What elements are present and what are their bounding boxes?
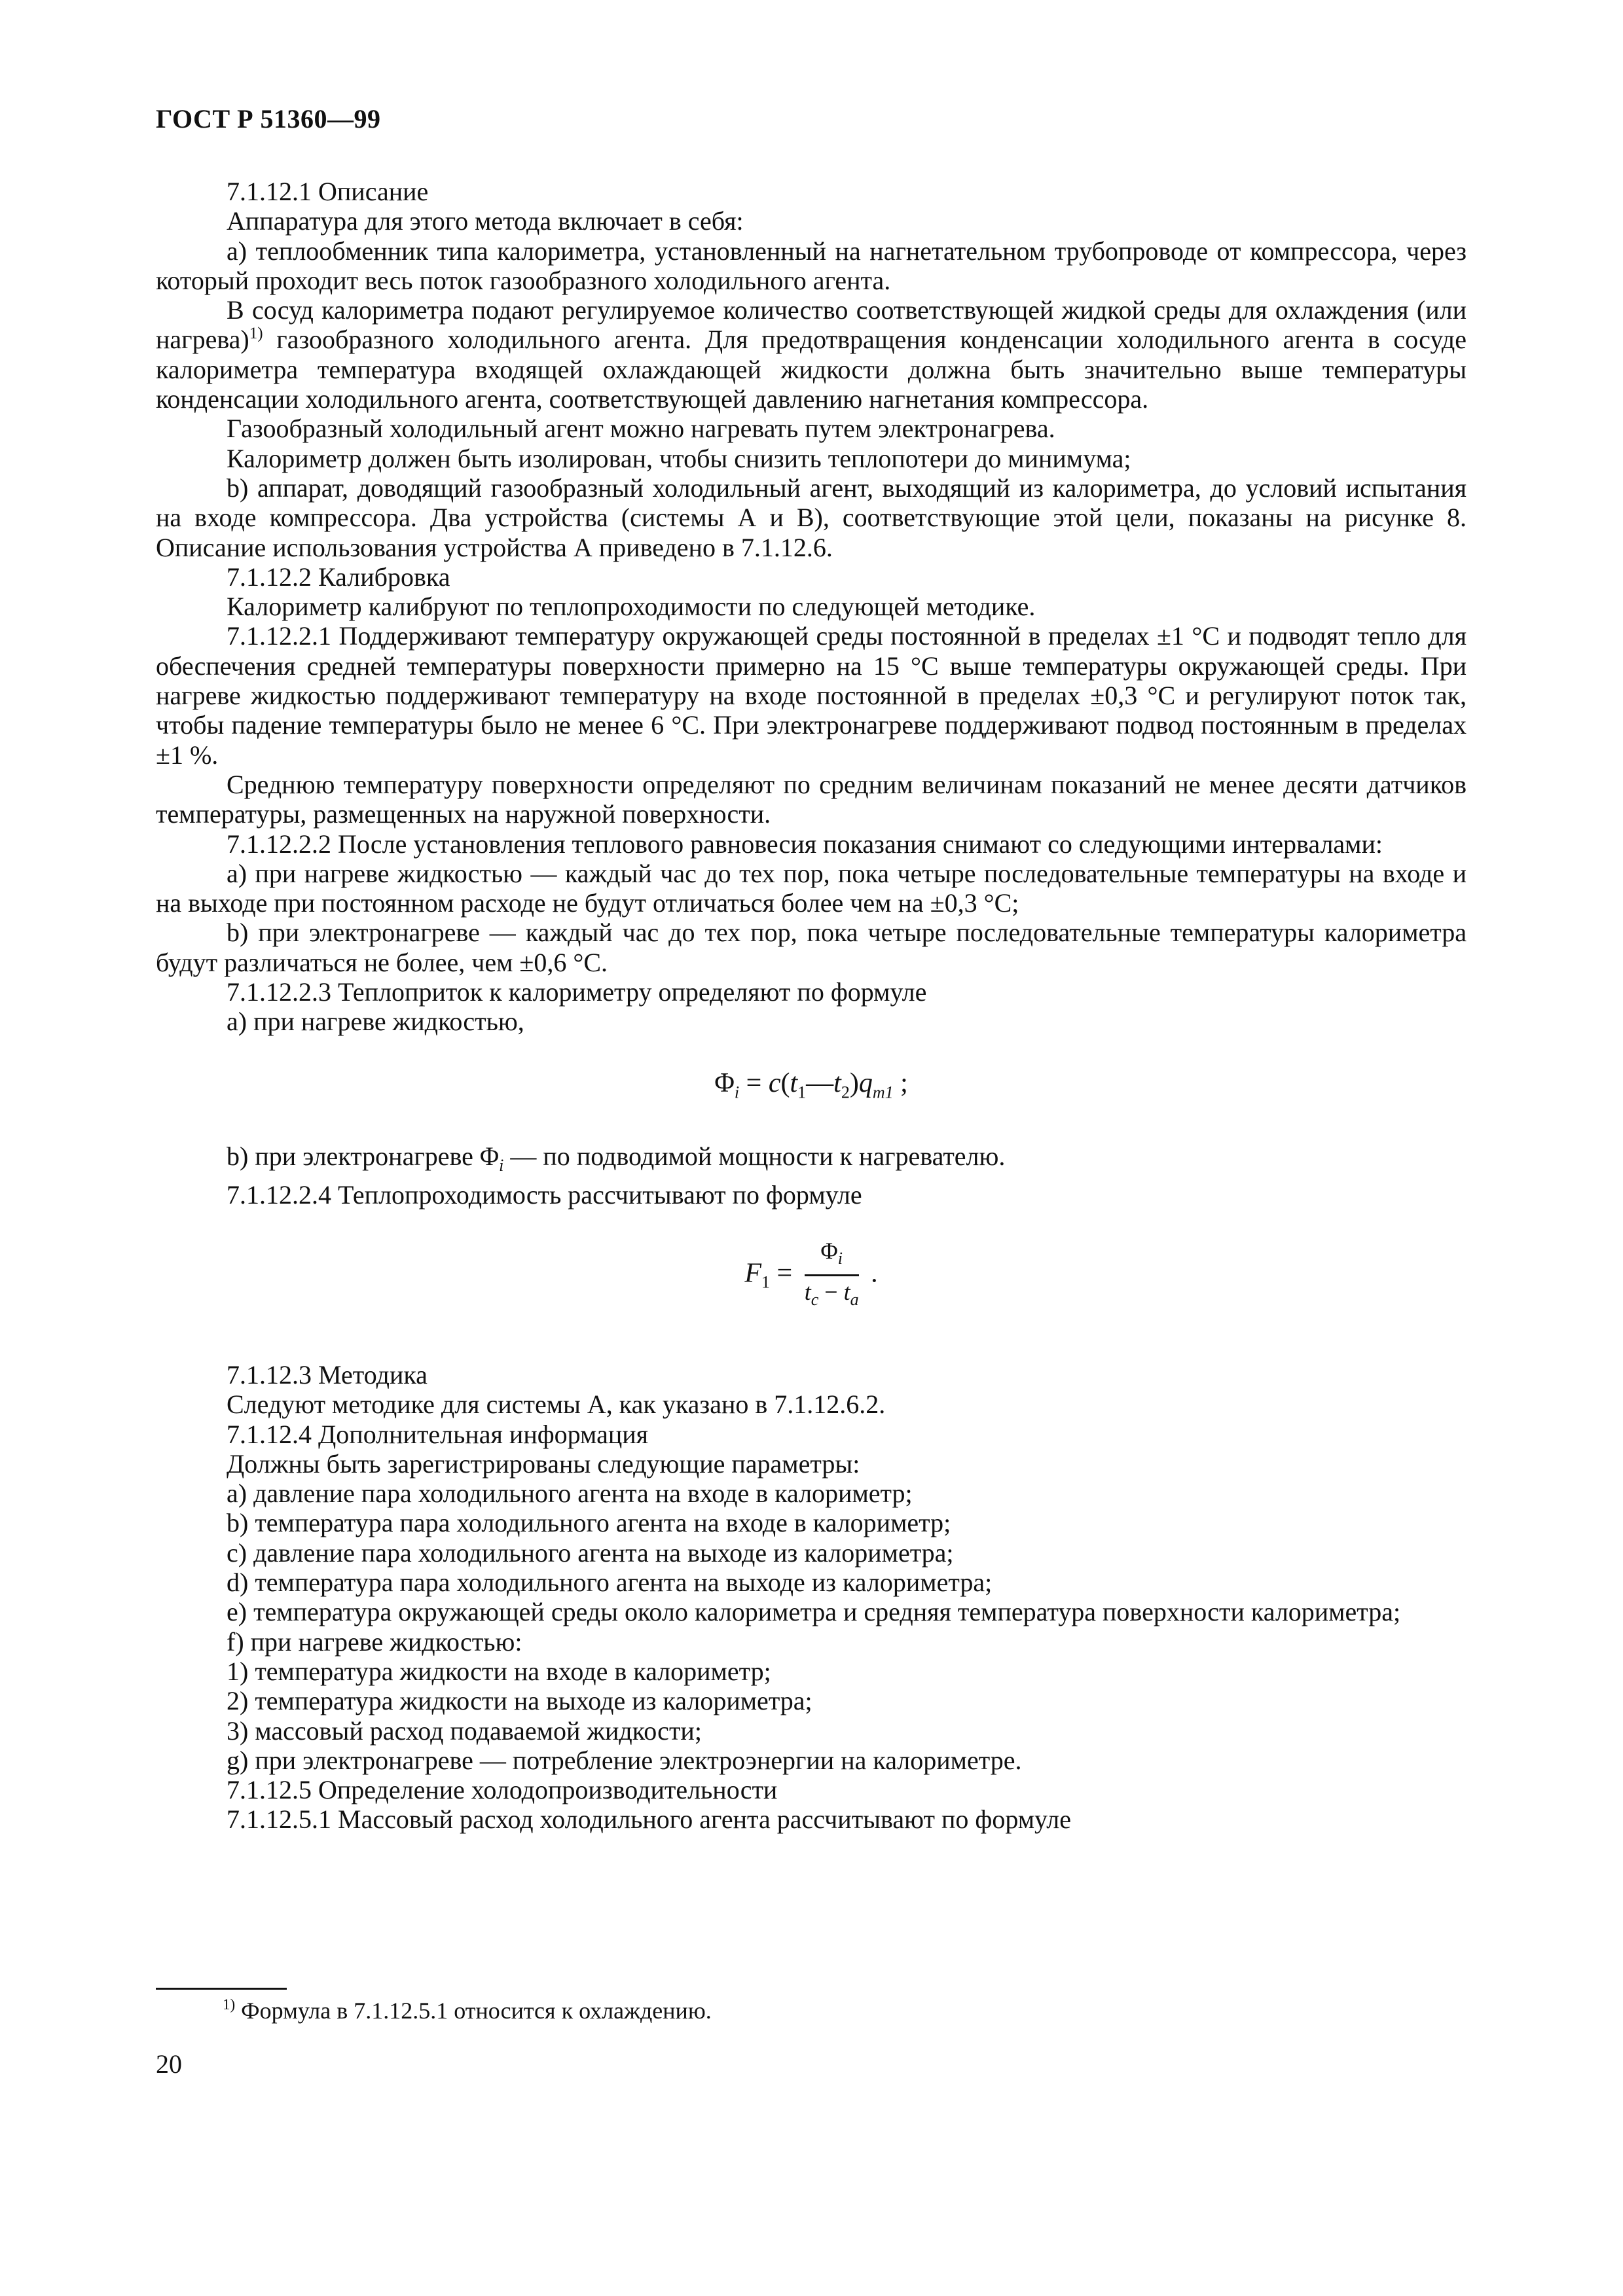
section-heading: 7.1.12.1 Описание bbox=[227, 177, 429, 206]
formula-operator: = bbox=[770, 1257, 799, 1288]
list-item: b) аппарат, доводящий газообразный холодильный агент, выходящий из калориметра, до условий испытания на входе компрессора. Два устройства (системы А и В), соответствующие этой цели, показаны на рисунке 8. Описание использования устройства А приведено в 7.1.12.6. bbox=[156, 473, 1467, 562]
footnote bbox=[223, 1996, 712, 2025]
list-item: 3) массовый расход подаваемой жидкости; bbox=[227, 1715, 702, 1746]
list-item: а) при нагреве жидкостью, bbox=[227, 1007, 524, 1037]
paragraph-text: b) при электронагреве Φ bbox=[227, 1141, 500, 1171]
formula-heat-permeability bbox=[156, 1236, 1467, 1314]
paragraph bbox=[156, 295, 1467, 414]
formula-symbol: Φ bbox=[714, 1067, 735, 1098]
paragraph: 7.1.12.2.4 Теплопроходимость рассчитывают по формуле bbox=[227, 1180, 862, 1210]
formula-symbol: Φ bbox=[820, 1237, 838, 1264]
formula-subscript: m1 bbox=[872, 1083, 894, 1102]
formula-symbol: t bbox=[833, 1067, 841, 1098]
list-item: а) давление пара холодильного агента на входе в калориметр; bbox=[227, 1479, 913, 1509]
paragraph-text: — по подводимой мощности к нагревателю. bbox=[503, 1141, 1006, 1171]
formula-symbol: t bbox=[804, 1278, 811, 1305]
footnote-text: Формула в 7.1.12.5.1 относится к охлаждению. bbox=[235, 1998, 712, 2024]
formula-subscript: i bbox=[837, 1248, 843, 1268]
paragraph: 7.1.12.2.3 Теплоприток к калориметру определяют по формуле bbox=[227, 977, 927, 1007]
fraction-denominator bbox=[805, 1276, 859, 1314]
document-body bbox=[156, 177, 1467, 1835]
list-item: b) при электронагреве — каждый час до тех пор, пока четыре последовательные температуры калориметра будут различаться не более, чем ±0,6 °С. bbox=[156, 918, 1467, 977]
list-item: а) при нагреве жидкостью — каждый час до тех пор, пока четыре последовательные температуры на входе и на выходе при постоянном расходе не будут отличаться более чем на ±0,3 °С; bbox=[156, 858, 1467, 918]
fraction-numerator bbox=[805, 1236, 859, 1276]
section-heading: 7.1.12.3 Методика bbox=[227, 1359, 428, 1390]
formula-subscript: 1 bbox=[761, 1272, 771, 1292]
formula-subscript: c bbox=[811, 1289, 819, 1309]
list-item: а) теплообменник типа калориметра, установленный на нагнетательном трубопроводе от компрессора, через который проходит весь поток газообразного холодильного агента. bbox=[156, 236, 1467, 295]
formula-operator: . bbox=[864, 1257, 878, 1288]
list-item: d) температура пара холодильного агента на выходе из калориметра; bbox=[227, 1568, 993, 1598]
formula-subscript: 1 bbox=[797, 1083, 807, 1102]
list-item: f) при нагреве жидкостью: bbox=[227, 1626, 522, 1657]
formula-symbol: t bbox=[790, 1067, 798, 1098]
formula-subscript: i bbox=[499, 1156, 504, 1175]
formula-subscript: 2 bbox=[841, 1083, 850, 1102]
document-header: ГОСТ Р 51360—99 bbox=[156, 104, 381, 134]
formula-fraction bbox=[805, 1236, 859, 1314]
formula-symbol: t bbox=[843, 1278, 850, 1305]
paragraph: 7.1.12.2.1 Поддерживают температуру окружающей среды постоянной в пределах ±1 °С и подводят тепло для обеспечения средней температуры поверхности примерно на 15 °С выше температуры окружающей среды. При нагреве жидкостью поддерживают температуру на входе постоянной в пределах ±0,3 °С и регулируют поток так, чтобы падение температуры было не менее 6 °С. При электронагреве поддерживают подвод постоянным в пределах ±1 %. bbox=[156, 621, 1467, 770]
list-item: 2) температура жидкости на выходе из калориметра; bbox=[227, 1686, 812, 1716]
section-heading: 7.1.12.4 Дополнительная информация bbox=[227, 1419, 649, 1449]
paragraph-text: газообразного холодильного агента. Для предотвращения конденсации холодильного агента в сосуде калориметра температура входящей охлаждающей жидкости должна быть значительно выше температуры конденсации холодильного агента, соответствующей давлению нагнетания компрессора. bbox=[156, 325, 1467, 414]
formula-operator: ) bbox=[849, 1067, 859, 1098]
list-item: 1) температура жидкости на входе в калориметр; bbox=[227, 1656, 771, 1686]
formula-symbol: q bbox=[858, 1067, 873, 1098]
paragraph: Калориметр калибруют по теплопроходимости по следующей методике. bbox=[227, 592, 1036, 622]
footnote-ref: 1) bbox=[249, 325, 263, 343]
page-number: 20 bbox=[156, 2049, 182, 2079]
formula-subscript: i bbox=[734, 1083, 740, 1102]
list-item bbox=[156, 1141, 1467, 1180]
formula-operator: − bbox=[818, 1278, 844, 1305]
footnote-divider bbox=[156, 1988, 287, 1990]
paragraph: Среднюю температуру поверхности определяют по средним величинам показаний не менее десяти датчиков температуры, размещенных на наружной поверхности. bbox=[156, 769, 1467, 829]
paragraph: Газообразный холодильный агент можно нагревать путем электронагрева. bbox=[227, 414, 1055, 444]
paragraph: 7.1.12.2.2 После установления теплового равновесия показания снимают со следующими интервалами: bbox=[227, 829, 1383, 859]
footnote-mark: 1) bbox=[223, 1996, 236, 2013]
formula-heat-inflow bbox=[156, 1067, 1467, 1109]
paragraph: Должны быть зарегистрированы следующие параметры: bbox=[227, 1448, 860, 1479]
paragraph: 7.1.12.5.1 Массовый расход холодильного агента рассчитывают по формуле bbox=[227, 1804, 1071, 1835]
formula-operator: — bbox=[806, 1067, 834, 1098]
paragraph: Следуют методике для системы А, как указано в 7.1.12.6.2. bbox=[227, 1390, 886, 1420]
formula-symbol: F bbox=[744, 1257, 762, 1288]
section-heading: 7.1.12.5 Определение холодопроизводительности bbox=[227, 1775, 778, 1805]
list-item: b) температура пара холодильного агента на входе в калориметр; bbox=[227, 1508, 951, 1538]
list-item: е) температура окружающей среды около калориметра и средняя температура поверхности калориметра; bbox=[227, 1597, 1401, 1627]
formula-symbol: c bbox=[768, 1067, 781, 1098]
list-item: с) давление пара холодильного агента на выходе из калориметра; bbox=[227, 1537, 954, 1568]
formula-subscript: a bbox=[850, 1289, 859, 1309]
formula-operator: ; bbox=[893, 1067, 908, 1098]
paragraph: Аппаратура для этого метода включает в себя: bbox=[227, 206, 744, 236]
list-item: g) при электронагреве — потребление электроэнергии на калориметре. bbox=[227, 1745, 1022, 1775]
formula-operator: = bbox=[739, 1067, 769, 1098]
formula-operator: ( bbox=[780, 1067, 790, 1098]
paragraph-text: В сосуд калориметра подают регулируемое количество соответствующей жидкой среды для охлаждения (или нагрева) bbox=[156, 295, 1467, 355]
section-heading: 7.1.12.2 Калибровка bbox=[227, 562, 450, 592]
paragraph: Калориметр должен быть изолирован, чтобы снизить теплопотери до минимума; bbox=[227, 443, 1131, 473]
